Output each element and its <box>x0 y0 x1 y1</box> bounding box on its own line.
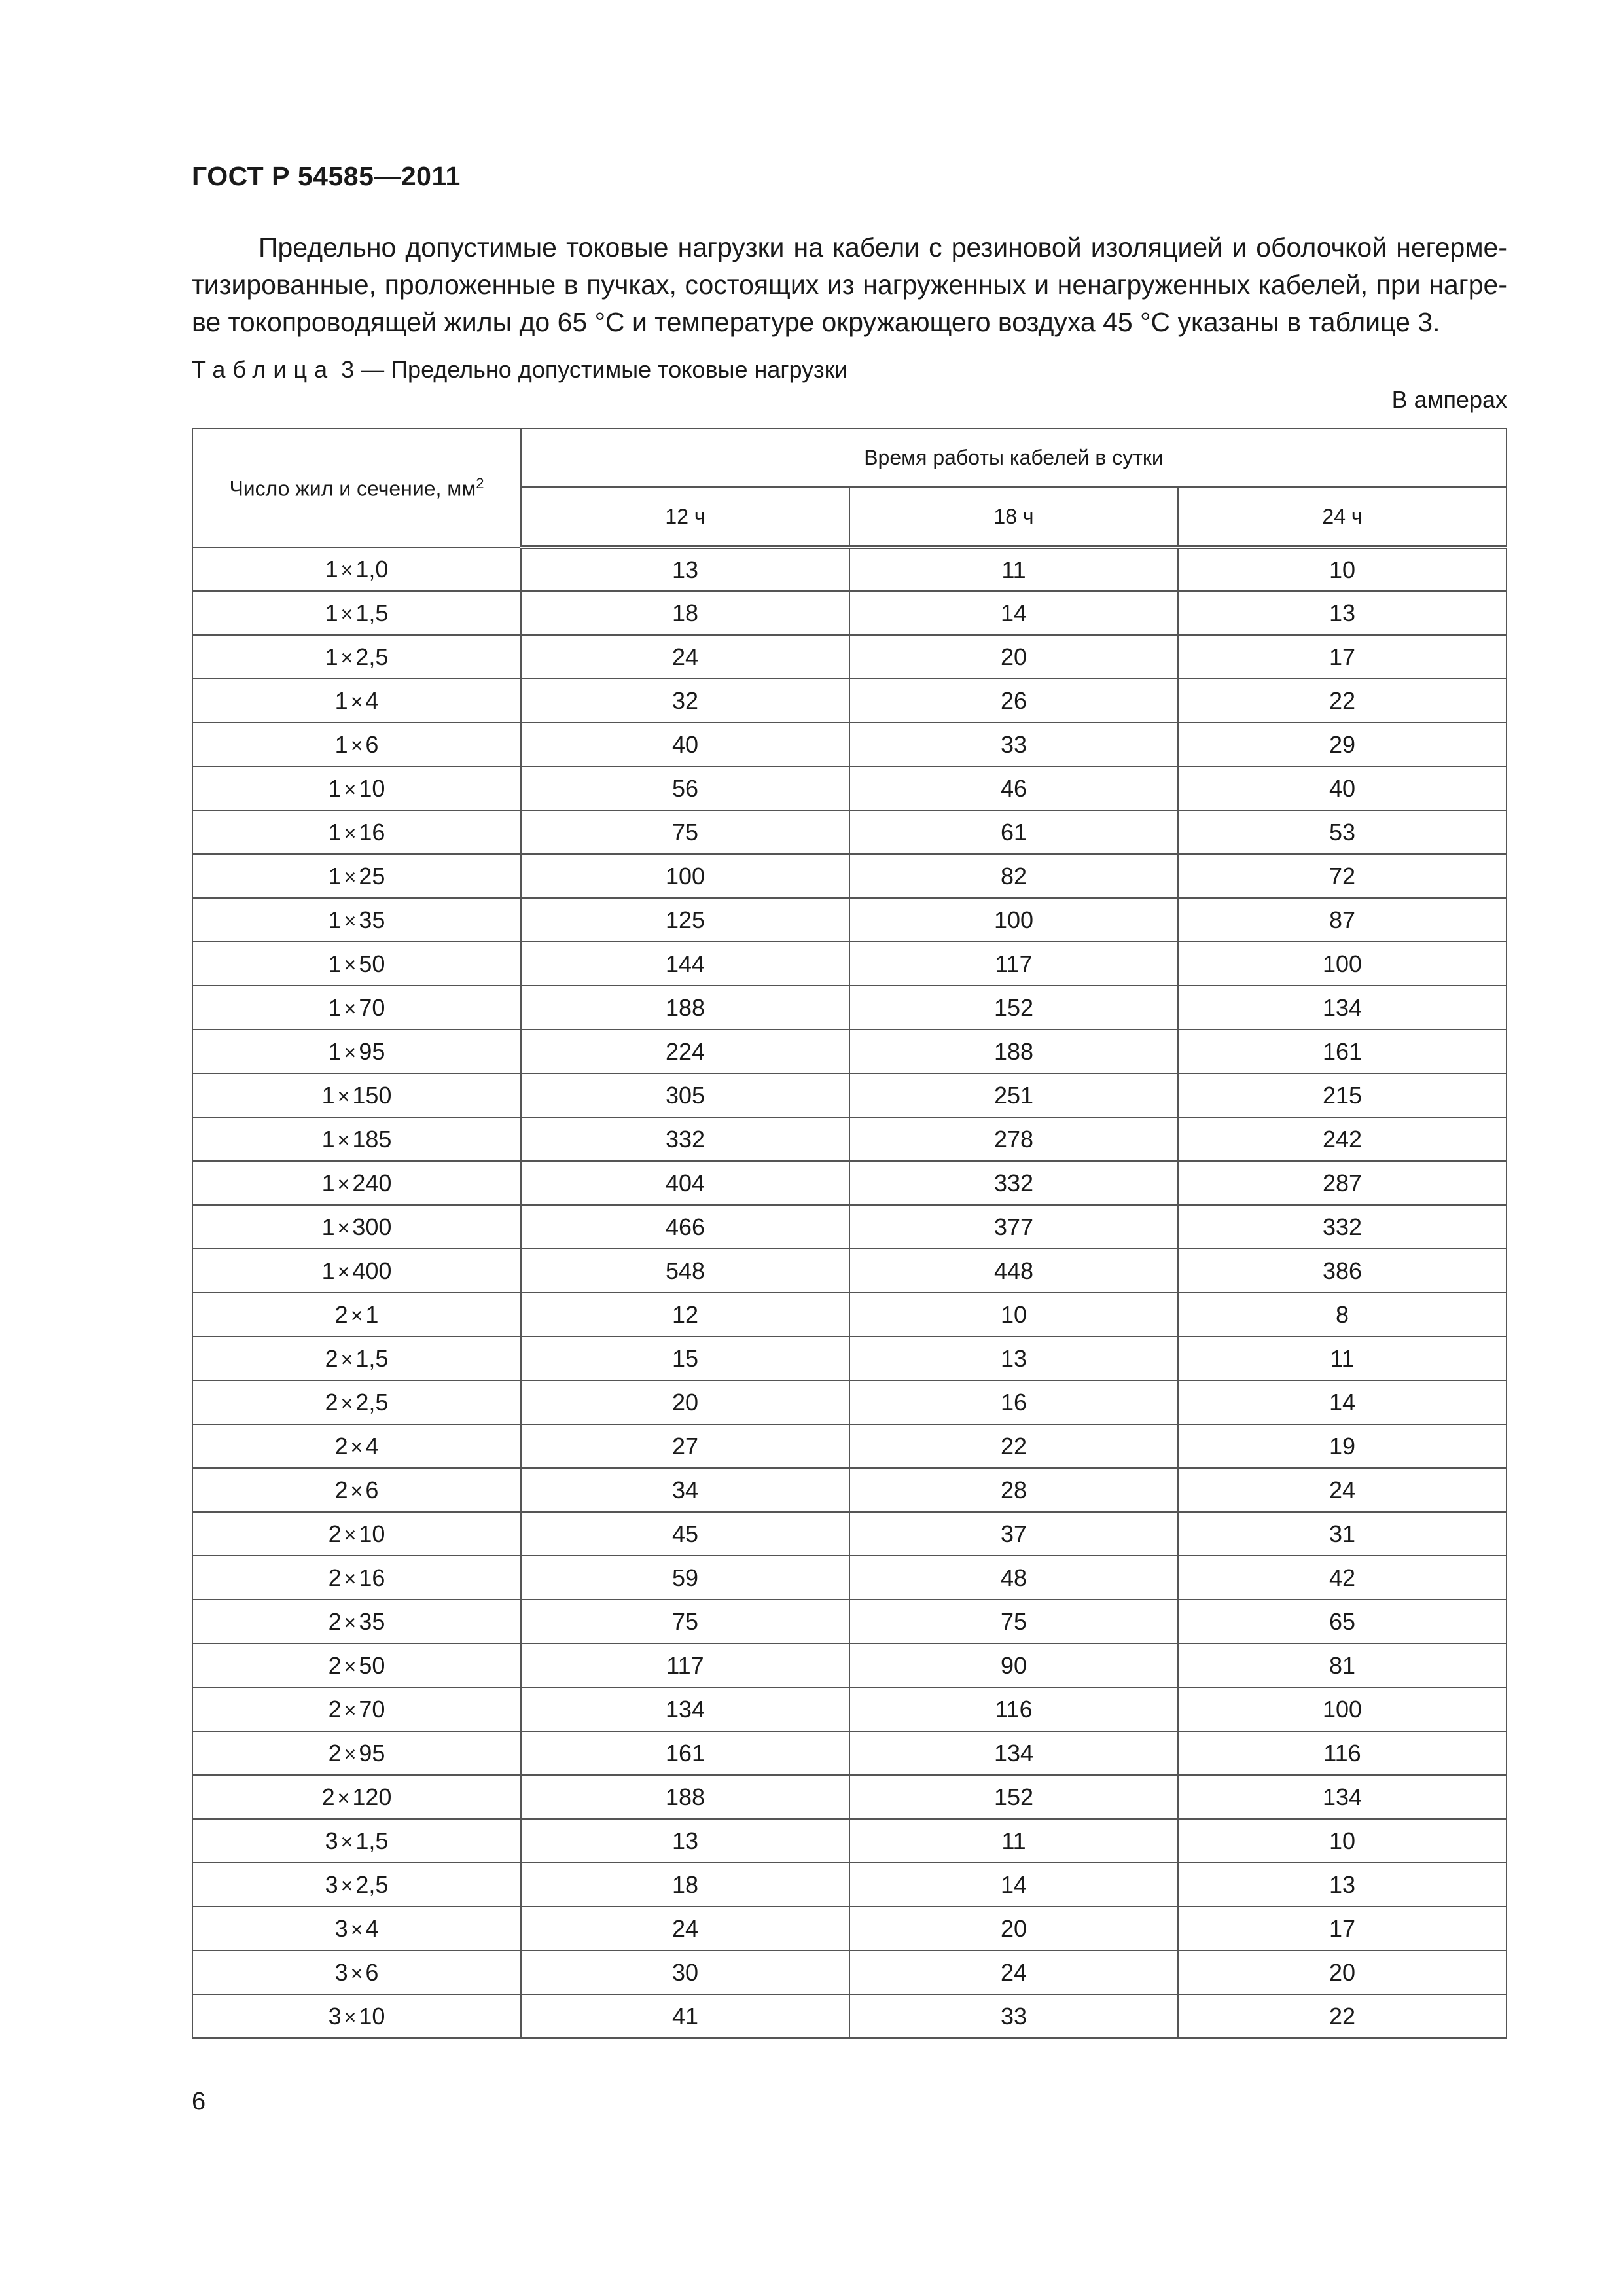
table-row <box>192 1073 1507 1117</box>
cross-section: 95 <box>359 1037 385 1065</box>
multiply-sign: × <box>350 1479 363 1503</box>
multiply-sign: × <box>344 2005 357 2029</box>
column-header-cores-section <box>192 429 521 547</box>
cell-cores-section <box>192 1819 521 1863</box>
cell-cores-section <box>192 1424 521 1468</box>
cell-cores-section <box>192 898 521 942</box>
cell-24h: 87 <box>1178 898 1507 942</box>
cell-24h: 40 <box>1178 766 1507 810</box>
cell-12h: 100 <box>521 854 849 898</box>
table-row <box>192 1775 1507 1819</box>
cell-24h: 42 <box>1178 1556 1507 1600</box>
cell-18h: 28 <box>849 1468 1178 1512</box>
cross-section: 2,5 <box>355 1388 389 1416</box>
table-row <box>192 986 1507 1030</box>
table-row <box>192 1205 1507 1249</box>
table-row <box>192 1863 1507 1907</box>
cross-section: 50 <box>359 950 385 977</box>
table-row <box>192 1117 1507 1161</box>
cell-24h: 8 <box>1178 1293 1507 1336</box>
cores-count: 1 <box>321 1257 335 1284</box>
cell-12h: 18 <box>521 591 849 635</box>
cell-24h: 386 <box>1178 1249 1507 1293</box>
table-row <box>192 1380 1507 1424</box>
cores-count: 2 <box>334 1432 348 1460</box>
multiply-sign: × <box>337 1259 350 1283</box>
table-row <box>192 1293 1507 1336</box>
cores-count: 2 <box>328 1695 342 1723</box>
cores-count: 3 <box>325 1871 338 1898</box>
cell-18h: 278 <box>849 1117 1178 1161</box>
cross-section: 4 <box>365 687 379 714</box>
paragraph-line: Предельно допустимые токовые нагрузки на кабели с резиновой изоляцией и оболочкой негерме- <box>259 232 1507 262</box>
cell-12h: 75 <box>521 1600 849 1643</box>
cell-12h: 27 <box>521 1424 849 1468</box>
cell-cores-section <box>192 1863 521 1907</box>
cell-18h: 377 <box>849 1205 1178 1249</box>
cell-cores-section <box>192 1907 521 1950</box>
multiply-sign: × <box>344 777 357 801</box>
cell-24h: 17 <box>1178 635 1507 679</box>
cross-section: 25 <box>359 862 385 889</box>
cell-12h: 45 <box>521 1512 849 1556</box>
cell-cores-section <box>192 810 521 854</box>
cross-section: 185 <box>352 1125 392 1153</box>
table-row <box>192 1643 1507 1687</box>
cell-12h: 134 <box>521 1687 849 1731</box>
table-row <box>192 1249 1507 1293</box>
cell-18h: 188 <box>849 1030 1178 1073</box>
cell-12h: 332 <box>521 1117 849 1161</box>
cell-18h: 61 <box>849 810 1178 854</box>
cell-cores-section <box>192 766 521 810</box>
page-number: 6 <box>192 2088 206 2115</box>
table-row <box>192 1512 1507 1556</box>
cross-section: 16 <box>359 818 385 846</box>
table-row <box>192 1950 1507 1994</box>
cross-section: 10 <box>359 774 385 802</box>
cell-24h: 11 <box>1178 1336 1507 1380</box>
table-row <box>192 1468 1507 1512</box>
multiply-sign: × <box>344 1698 357 1722</box>
cross-section: 35 <box>359 906 385 933</box>
cell-cores-section <box>192 1468 521 1512</box>
cell-24h: 72 <box>1178 854 1507 898</box>
cross-section: 400 <box>352 1257 392 1284</box>
table-row <box>192 1030 1507 1073</box>
cell-cores-section <box>192 547 521 591</box>
table-caption <box>192 356 848 384</box>
cores-count: 3 <box>334 1914 348 1942</box>
cell-18h: 11 <box>849 1819 1178 1863</box>
cell-18h: 26 <box>849 679 1178 723</box>
cores-count: 2 <box>328 1739 342 1767</box>
multiply-sign: × <box>350 1917 363 1941</box>
cell-18h: 82 <box>849 854 1178 898</box>
cores-count: 1 <box>334 730 348 758</box>
table-row <box>192 810 1507 854</box>
cores-count: 1 <box>321 1213 335 1240</box>
cell-24h: 22 <box>1178 679 1507 723</box>
cell-24h: 134 <box>1178 986 1507 1030</box>
cell-18h: 134 <box>849 1731 1178 1775</box>
cell-12h: 404 <box>521 1161 849 1205</box>
cell-12h: 40 <box>521 723 849 766</box>
cell-cores-section <box>192 679 521 723</box>
table-row <box>192 766 1507 810</box>
cell-cores-section <box>192 1380 521 1424</box>
cores-count: 2 <box>334 1476 348 1503</box>
cell-cores-section <box>192 854 521 898</box>
multiply-sign: × <box>340 1347 353 1371</box>
cell-12h: 24 <box>521 1907 849 1950</box>
cell-18h: 90 <box>849 1643 1178 1687</box>
cell-cores-section <box>192 1950 521 1994</box>
cell-18h: 20 <box>849 635 1178 679</box>
multiply-sign: × <box>340 1873 353 1897</box>
cell-cores-section <box>192 1731 521 1775</box>
cross-section: 1,5 <box>355 1344 389 1372</box>
squared-superscript: 2 <box>476 475 484 492</box>
cell-24h: 161 <box>1178 1030 1507 1073</box>
cell-12h: 15 <box>521 1336 849 1380</box>
cross-section: 1,5 <box>355 599 389 626</box>
multiply-sign: × <box>350 1303 363 1327</box>
cross-section: 4 <box>365 1432 379 1460</box>
cell-cores-section <box>192 1293 521 1336</box>
cell-18h: 10 <box>849 1293 1178 1336</box>
cell-12h: 224 <box>521 1030 849 1073</box>
cell-24h: 10 <box>1178 1819 1507 1863</box>
cell-18h: 116 <box>849 1687 1178 1731</box>
cross-section: 150 <box>352 1081 392 1109</box>
cross-section: 1 <box>365 1300 379 1328</box>
cell-18h: 24 <box>849 1950 1178 1994</box>
cell-24h: 29 <box>1178 723 1507 766</box>
cell-18h: 22 <box>849 1424 1178 1468</box>
table-row <box>192 1424 1507 1468</box>
cell-cores-section <box>192 1073 521 1117</box>
cores-count: 2 <box>328 1564 342 1591</box>
cell-12h: 466 <box>521 1205 849 1249</box>
cross-section: 2,5 <box>355 643 389 670</box>
cross-section: 6 <box>365 1958 379 1986</box>
cell-18h: 37 <box>849 1512 1178 1556</box>
cell-cores-section <box>192 1687 521 1731</box>
multiply-sign: × <box>344 1610 357 1634</box>
cores-count: 1 <box>321 1081 335 1109</box>
table-row <box>192 547 1507 591</box>
cell-cores-section <box>192 1205 521 1249</box>
cell-24h: 65 <box>1178 1600 1507 1643</box>
table-row <box>192 898 1507 942</box>
table-row <box>192 854 1507 898</box>
cell-18h: 332 <box>849 1161 1178 1205</box>
multiply-sign: × <box>344 952 357 977</box>
cell-cores-section <box>192 1512 521 1556</box>
cores-count: 1 <box>334 687 348 714</box>
cell-18h: 11 <box>849 547 1178 591</box>
cell-cores-section <box>192 942 521 986</box>
column-header-18h: 18 ч <box>849 487 1178 547</box>
cores-count: 3 <box>325 1827 338 1854</box>
cell-18h: 33 <box>849 723 1178 766</box>
table-row <box>192 1161 1507 1205</box>
cell-cores-section <box>192 1336 521 1380</box>
load-table <box>192 428 1507 2039</box>
table-row <box>192 942 1507 986</box>
multiply-sign: × <box>340 645 353 670</box>
cores-count: 1 <box>328 994 342 1021</box>
paragraph-line: ве токопроводящей жилы до 65 °С и температуре окружающего воздуха 45 °С указаны в таблице 3. <box>192 307 1440 337</box>
cores-count: 2 <box>328 1520 342 1547</box>
cell-12h: 30 <box>521 1950 849 1994</box>
multiply-sign: × <box>337 1084 350 1108</box>
table-row <box>192 591 1507 635</box>
cross-section: 1,5 <box>355 1827 389 1854</box>
multiply-sign: × <box>350 1961 363 1985</box>
intro-paragraph <box>192 229 1507 341</box>
cell-12h: 117 <box>521 1643 849 1687</box>
cell-24h: 10 <box>1178 547 1507 591</box>
cell-24h: 81 <box>1178 1643 1507 1687</box>
cell-24h: 19 <box>1178 1424 1507 1468</box>
cross-section: 1,0 <box>355 555 389 583</box>
cell-cores-section <box>192 1161 521 1205</box>
cell-18h: 117 <box>849 942 1178 986</box>
cell-24h: 17 <box>1178 1907 1507 1950</box>
cell-24h: 100 <box>1178 942 1507 986</box>
multiply-sign: × <box>344 908 357 933</box>
cell-18h: 14 <box>849 591 1178 635</box>
cell-12h: 24 <box>521 635 849 679</box>
cell-18h: 14 <box>849 1863 1178 1907</box>
table-caption-title: 3 — Предельно допустимые токовые нагрузки <box>334 356 848 383</box>
cell-12h: 548 <box>521 1249 849 1293</box>
table-row <box>192 1907 1507 1950</box>
multiply-sign: × <box>337 1172 350 1196</box>
cell-18h: 46 <box>849 766 1178 810</box>
cross-section: 240 <box>352 1169 392 1196</box>
cell-12h: 20 <box>521 1380 849 1424</box>
table-row <box>192 1600 1507 1643</box>
column-header-cores-section-text: Число жил и сечение, мм <box>229 476 476 501</box>
cell-18h: 16 <box>849 1380 1178 1424</box>
cell-cores-section <box>192 1117 521 1161</box>
cores-count: 2 <box>321 1783 335 1810</box>
table-row <box>192 1336 1507 1380</box>
multiply-sign: × <box>344 1522 357 1547</box>
cross-section: 4 <box>365 1914 379 1942</box>
cell-24h: 215 <box>1178 1073 1507 1117</box>
cell-cores-section <box>192 1600 521 1643</box>
table-row <box>192 1556 1507 1600</box>
cross-section: 10 <box>359 2002 385 2030</box>
cores-count: 1 <box>321 1125 335 1153</box>
cores-count: 1 <box>325 599 338 626</box>
cross-section: 35 <box>359 1607 385 1635</box>
cell-cores-section <box>192 1030 521 1073</box>
cross-section: 50 <box>359 1651 385 1679</box>
cell-cores-section <box>192 1994 521 2038</box>
multiply-sign: × <box>350 689 363 713</box>
multiply-sign: × <box>344 865 357 889</box>
cell-12h: 18 <box>521 1863 849 1907</box>
cell-cores-section <box>192 986 521 1030</box>
cell-12h: 41 <box>521 1994 849 2038</box>
multiply-sign: × <box>350 733 363 757</box>
table-body <box>192 547 1507 2038</box>
multiply-sign: × <box>340 1391 353 1415</box>
cell-24h: 100 <box>1178 1687 1507 1731</box>
cell-12h: 144 <box>521 942 849 986</box>
cores-count: 1 <box>325 555 338 583</box>
cell-cores-section <box>192 635 521 679</box>
multiply-sign: × <box>344 1040 357 1064</box>
cell-12h: 161 <box>521 1731 849 1775</box>
cores-count: 2 <box>325 1344 338 1372</box>
multiply-sign: × <box>344 1654 357 1678</box>
multiply-sign: × <box>340 558 353 582</box>
document-code: ГОСТ Р 54585—2011 <box>192 161 461 191</box>
cell-24h: 24 <box>1178 1468 1507 1512</box>
cell-12h: 34 <box>521 1468 849 1512</box>
cross-section: 120 <box>352 1783 392 1810</box>
cross-section: 6 <box>365 1476 379 1503</box>
cross-section: 300 <box>352 1213 392 1240</box>
cell-24h: 242 <box>1178 1117 1507 1161</box>
cross-section: 2,5 <box>355 1871 389 1898</box>
table-row <box>192 1819 1507 1863</box>
cell-12h: 59 <box>521 1556 849 1600</box>
cross-section: 70 <box>359 994 385 1021</box>
cores-count: 1 <box>321 1169 335 1196</box>
cell-18h: 20 <box>849 1907 1178 1950</box>
cross-section: 10 <box>359 1520 385 1547</box>
cell-24h: 13 <box>1178 591 1507 635</box>
cell-18h: 251 <box>849 1073 1178 1117</box>
cell-12h: 75 <box>521 810 849 854</box>
multiply-sign: × <box>337 1785 350 1810</box>
cores-count: 2 <box>325 1388 338 1416</box>
multiply-sign: × <box>344 996 357 1020</box>
cores-count: 1 <box>325 643 338 670</box>
column-header-12h: 12 ч <box>521 487 849 547</box>
multiply-sign: × <box>337 1215 350 1240</box>
table-caption-label: Таблица <box>192 356 335 383</box>
multiply-sign: × <box>337 1128 350 1152</box>
cores-count: 3 <box>328 2002 342 2030</box>
cell-12h: 13 <box>521 1819 849 1863</box>
multiply-sign: × <box>350 1435 363 1459</box>
cell-12h: 188 <box>521 1775 849 1819</box>
cell-cores-section <box>192 1249 521 1293</box>
cores-count: 1 <box>328 950 342 977</box>
cores-count: 2 <box>334 1300 348 1328</box>
multiply-sign: × <box>344 1742 357 1766</box>
table-row <box>192 1731 1507 1775</box>
cores-count: 1 <box>328 818 342 846</box>
multiply-sign: × <box>344 821 357 845</box>
multiply-sign: × <box>344 1566 357 1590</box>
column-group-header-operating-time: Время работы кабелей в сутки <box>521 429 1507 487</box>
paragraph-line: тизированные, проложенные в пучках, состоящих из нагруженных и ненагруженных кабелей, при нагре- <box>192 270 1507 300</box>
cell-cores-section <box>192 1556 521 1600</box>
cell-cores-section <box>192 1775 521 1819</box>
cell-cores-section <box>192 723 521 766</box>
cell-18h: 152 <box>849 986 1178 1030</box>
cell-24h: 20 <box>1178 1950 1507 1994</box>
cell-12h: 305 <box>521 1073 849 1117</box>
cell-24h: 22 <box>1178 1994 1507 2038</box>
cell-18h: 75 <box>849 1600 1178 1643</box>
table-row <box>192 679 1507 723</box>
table-units: В амперах <box>1391 386 1507 413</box>
cell-cores-section <box>192 591 521 635</box>
cell-cores-section <box>192 1643 521 1687</box>
cell-18h: 448 <box>849 1249 1178 1293</box>
cell-18h: 100 <box>849 898 1178 942</box>
cell-12h: 188 <box>521 986 849 1030</box>
cell-18h: 13 <box>849 1336 1178 1380</box>
cell-12h: 32 <box>521 679 849 723</box>
cell-24h: 116 <box>1178 1731 1507 1775</box>
cell-12h: 125 <box>521 898 849 942</box>
cross-section: 95 <box>359 1739 385 1767</box>
cell-18h: 48 <box>849 1556 1178 1600</box>
cores-count: 1 <box>328 774 342 802</box>
cell-24h: 53 <box>1178 810 1507 854</box>
cores-count: 1 <box>328 906 342 933</box>
cell-24h: 14 <box>1178 1380 1507 1424</box>
cross-section: 6 <box>365 730 379 758</box>
table-row <box>192 723 1507 766</box>
cell-18h: 33 <box>849 1994 1178 2038</box>
multiply-sign: × <box>340 601 353 626</box>
cell-24h: 287 <box>1178 1161 1507 1205</box>
cores-count: 2 <box>328 1651 342 1679</box>
table-row <box>192 1994 1507 2038</box>
cell-24h: 13 <box>1178 1863 1507 1907</box>
cross-section: 70 <box>359 1695 385 1723</box>
cores-count: 3 <box>334 1958 348 1986</box>
cell-24h: 31 <box>1178 1512 1507 1556</box>
column-header-24h: 24 ч <box>1178 487 1507 547</box>
cell-24h: 134 <box>1178 1775 1507 1819</box>
cross-section: 16 <box>359 1564 385 1591</box>
cell-12h: 12 <box>521 1293 849 1336</box>
cores-count: 2 <box>328 1607 342 1635</box>
cell-12h: 56 <box>521 766 849 810</box>
cell-12h: 13 <box>521 547 849 591</box>
cores-count: 1 <box>328 862 342 889</box>
table-row <box>192 635 1507 679</box>
multiply-sign: × <box>340 1829 353 1854</box>
cell-24h: 332 <box>1178 1205 1507 1249</box>
cell-18h: 152 <box>849 1775 1178 1819</box>
table-row <box>192 1687 1507 1731</box>
cores-count: 1 <box>328 1037 342 1065</box>
